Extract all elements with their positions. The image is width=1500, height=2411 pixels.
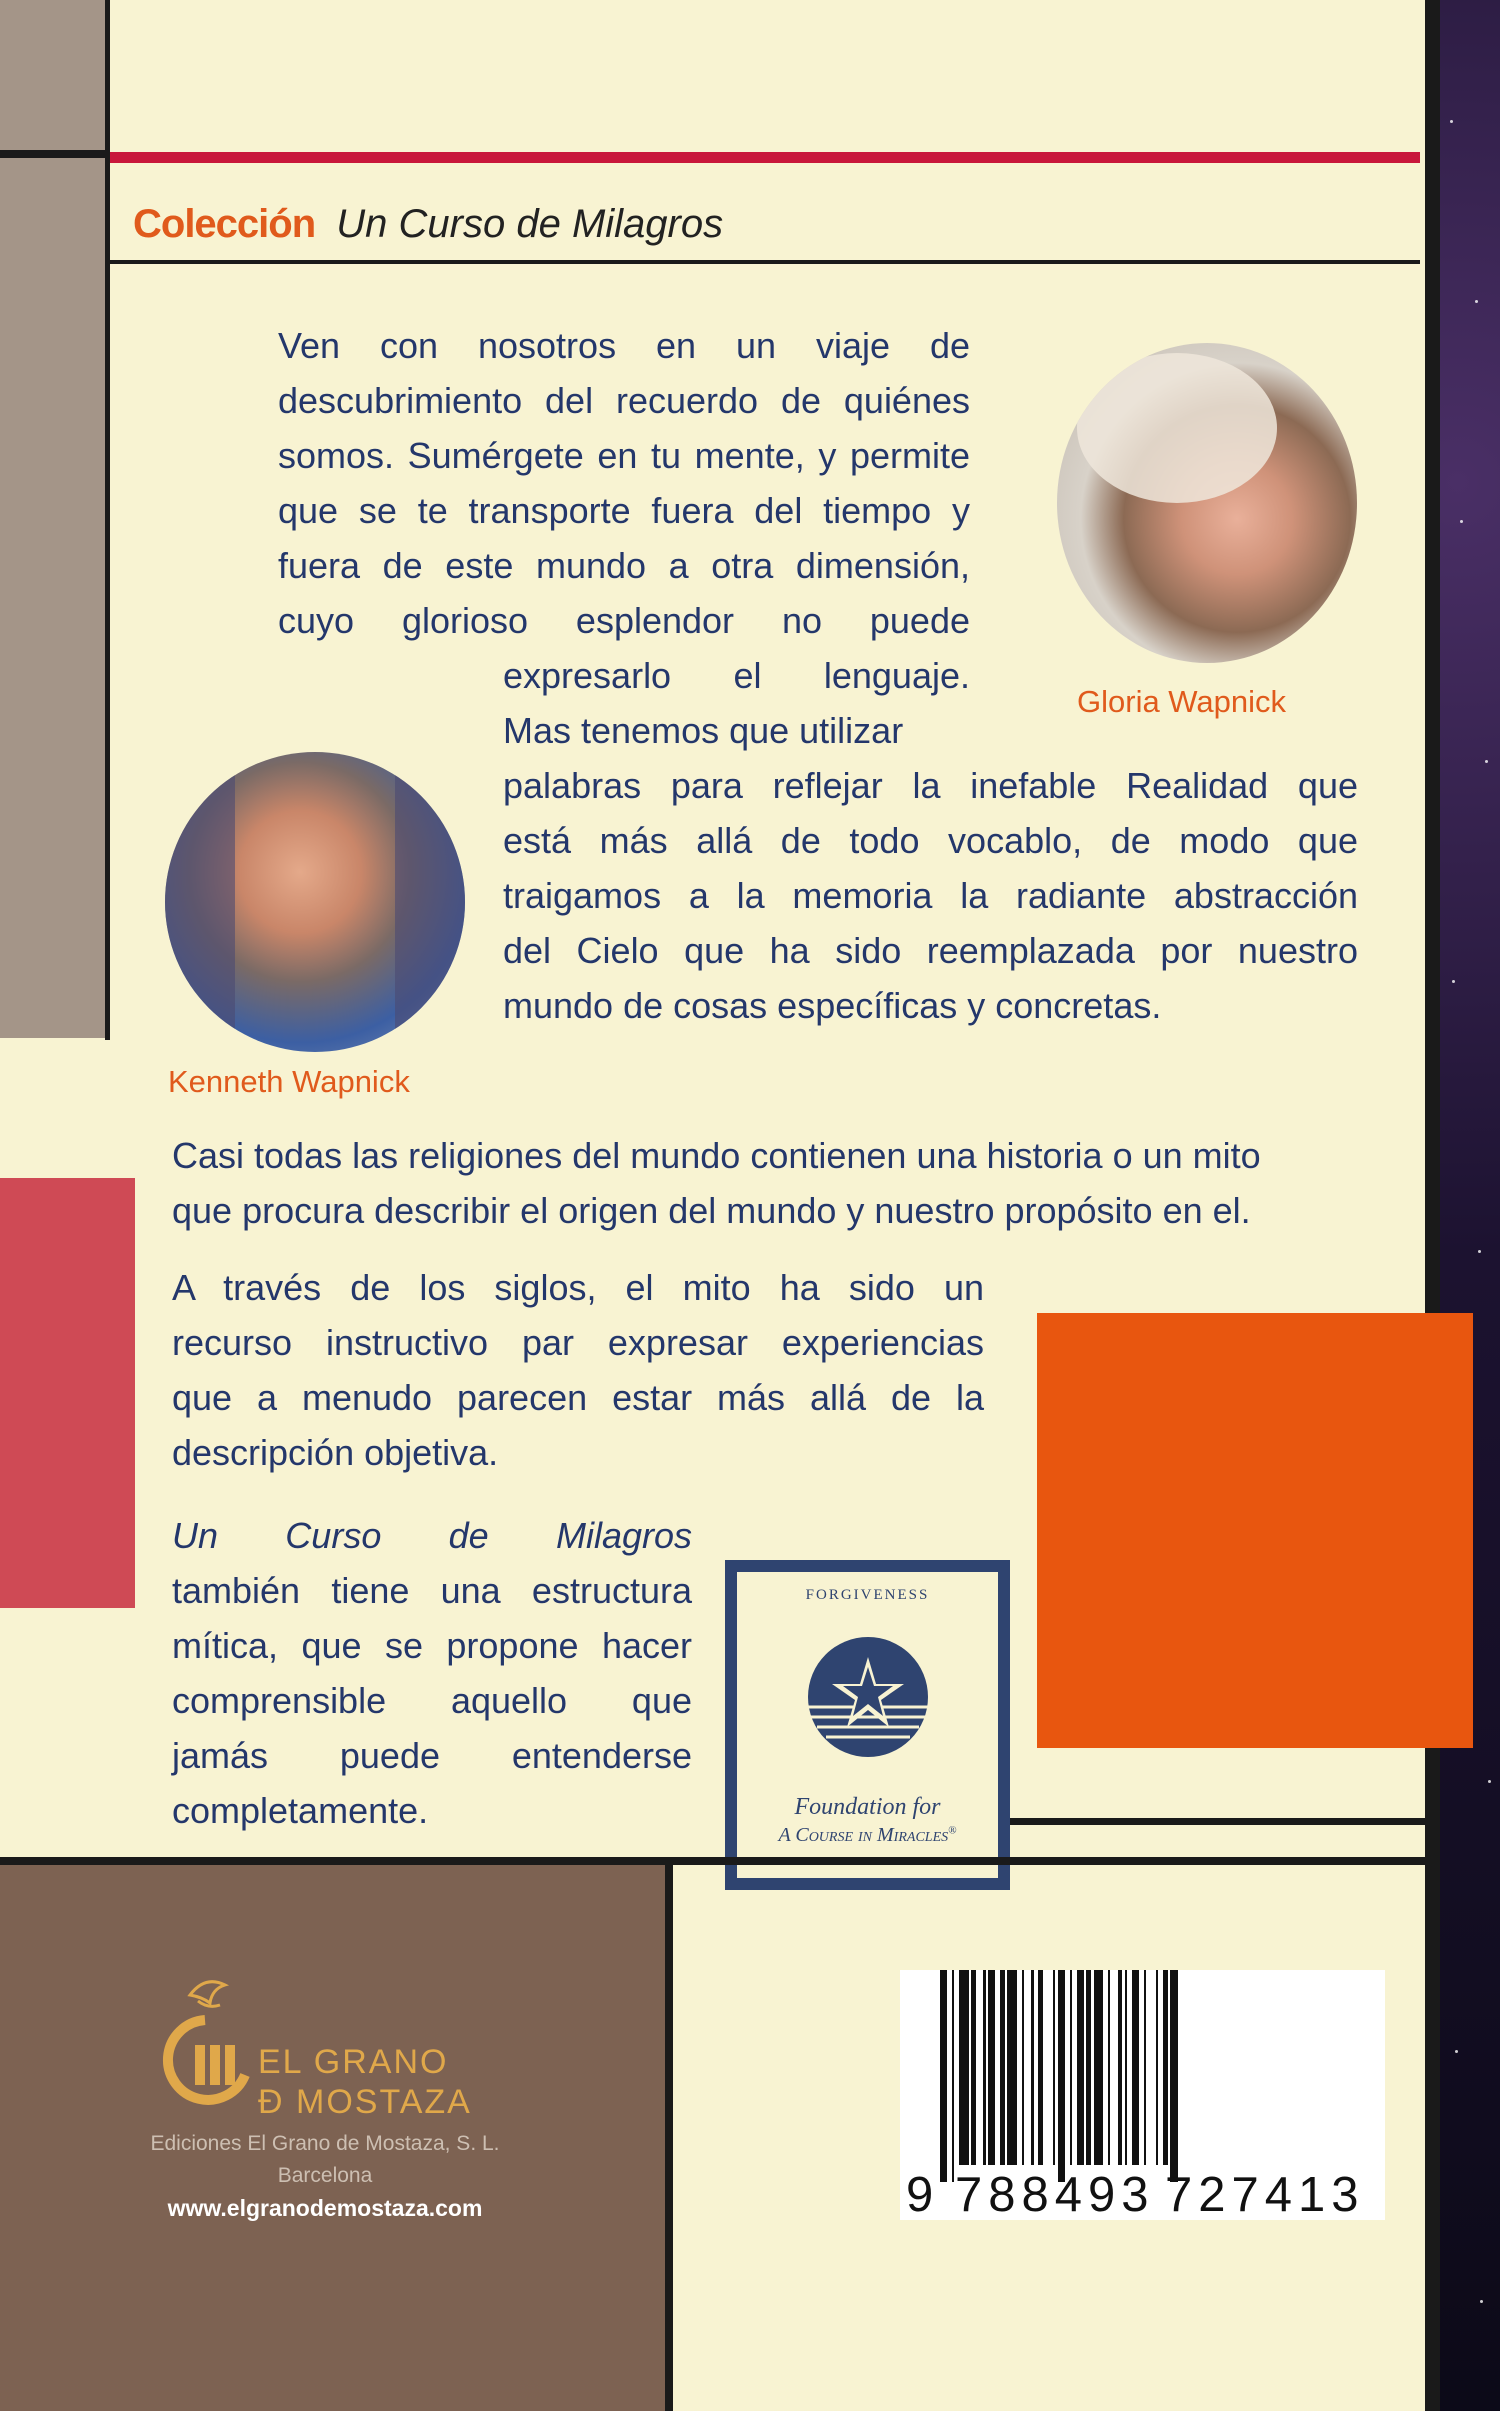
taupe-block-top xyxy=(0,0,105,150)
collection-label: Colección xyxy=(133,202,316,246)
publisher-right-line xyxy=(665,1865,673,2411)
intro-line-5: fuera de este mundo a otra dimensión, xyxy=(278,545,970,586)
gloria-caption: Gloria Wapnick xyxy=(1077,684,1287,719)
paragraph-myth xyxy=(172,1260,984,1480)
barcode-bar xyxy=(952,1970,954,2182)
barcode-bar xyxy=(959,1970,969,2165)
barcode-bar xyxy=(1058,1970,1065,2182)
intro-text-top xyxy=(278,318,970,648)
paragraph-course-line-6: completamente. xyxy=(172,1790,429,1831)
paragraph-religions xyxy=(172,1128,1360,1238)
barcode-bar xyxy=(1038,1970,1043,2165)
collection-title: Un Curso de Milagros xyxy=(336,202,724,246)
intro-line-9: palabras para reflejar la inefable Realidad que xyxy=(503,765,1358,806)
paragraph-myth-line-4: descripción objetiva. xyxy=(172,1432,499,1473)
foundation-line-2 xyxy=(737,1824,998,1847)
intro-line-3: somos. Sumérgete en tu mente, y permite xyxy=(278,435,970,476)
grano-de-mostaza-logo-icon xyxy=(150,1975,260,2115)
paragraph-course-line-5: jamás puede entenderse xyxy=(172,1735,692,1776)
intro-text-middle xyxy=(503,648,970,758)
header-underline xyxy=(110,260,1420,264)
foundation-line-1: Foundation for xyxy=(794,1794,941,1820)
barcode-first-digit: 9 xyxy=(906,2168,940,2222)
barcode-bar xyxy=(940,1970,947,2182)
barcode-bar xyxy=(1031,1970,1033,2165)
intro-text-bottom xyxy=(503,758,1358,1033)
barcode-bar xyxy=(1086,1970,1091,2165)
paragraph-course xyxy=(172,1508,692,1838)
barcode-bar xyxy=(1170,1970,1177,2182)
intro-line-8: Mas tenemos que utilizar xyxy=(503,710,904,751)
space-background xyxy=(1440,0,1500,2411)
barcode-bar xyxy=(1053,1970,1055,2165)
right-border-line xyxy=(1425,0,1440,2411)
intro-line-7: expresarlo el lenguaje. xyxy=(503,655,970,696)
intro-line-6: cuyo glorioso esplendor no puede xyxy=(278,600,970,641)
publisher-logo-text xyxy=(258,2042,472,2122)
paragraph-myth-line-2: recurso instructivo par expresar experiencias xyxy=(172,1322,984,1363)
logo-line-1: EL GRANO xyxy=(258,2043,449,2081)
lower-divider xyxy=(0,1857,1425,1865)
barcode-bar xyxy=(1144,1970,1146,2165)
barcode-bar xyxy=(1163,1970,1168,2165)
intro-line-12: del Cielo que ha sido reemplazada por nuestro xyxy=(503,930,1358,971)
paragraph-course-line-4: comprensible aquello que xyxy=(172,1680,692,1721)
barcode-bar xyxy=(1156,1970,1158,2165)
barcode-area xyxy=(900,1970,1385,2220)
publisher-name: Ediciones El Grano de Mostaza, S. L. xyxy=(150,2132,500,2155)
barcode-bar xyxy=(971,1970,976,2165)
orange-underline xyxy=(1010,1818,1425,1825)
paragraph-course-line-3: mítica, que se propone hacer xyxy=(172,1625,692,1666)
intro-line-1: Ven con nosotros en un viaje de xyxy=(278,325,970,366)
barcode-group-2: 727413 xyxy=(1165,2168,1365,2222)
barcode-bar xyxy=(1022,1970,1024,2165)
forgiveness-seal-icon xyxy=(793,1622,943,1762)
intro-line-13: mundo de cosas específicas y concretas. xyxy=(503,985,1162,1026)
publisher-website[interactable]: www.elgranodemostaza.com xyxy=(167,2195,483,2221)
barcode-bars xyxy=(940,1970,1380,2170)
kenneth-wapnick-photo xyxy=(165,752,465,1052)
barcode-bar xyxy=(1125,1970,1127,2165)
seal-text: FORGIVENESS xyxy=(805,1587,930,1603)
kenneth-caption: Kenneth Wapnick xyxy=(168,1064,410,1099)
foundation-box-inner xyxy=(737,1572,998,1878)
barcode-bar xyxy=(983,1970,985,2165)
logo-line-2: Đ MOSTAZA xyxy=(258,2083,472,2121)
foundation-name: A Course in Miracles xyxy=(778,1824,949,1846)
paragraph-course-title: Un Curso de Milagros xyxy=(172,1515,692,1556)
registered-mark: ® xyxy=(948,1824,957,1837)
left-divider-1 xyxy=(0,150,108,158)
gloria-wapnick-photo xyxy=(1057,343,1357,663)
barcode-bar xyxy=(1132,1970,1139,2165)
barcode-bar xyxy=(1118,1970,1123,2165)
paragraph-course-line-2: también tiene una estructura xyxy=(172,1570,692,1611)
barcode-bar xyxy=(1077,1970,1084,2165)
barcode-bar xyxy=(1000,1970,1005,2165)
barcode-bar xyxy=(1007,1970,1017,2165)
coral-block xyxy=(0,1178,135,1608)
barcode-group-1: 788493 xyxy=(955,2168,1155,2222)
paragraph-myth-line-3: que a menudo parecen estar más allá de la xyxy=(172,1377,984,1418)
barcode-bar xyxy=(1070,1970,1072,2165)
barcode-bar xyxy=(1094,1970,1104,2165)
taupe-block-middle xyxy=(0,158,105,1038)
publisher-info xyxy=(140,2128,510,2224)
intro-line-11: traigamos a la memoria la radiante abstracción xyxy=(503,875,1358,916)
paragraph-religions-line-2: que procura describir el origen del mundo y nuestro propósito en el. xyxy=(172,1190,1251,1231)
barcode-bar xyxy=(1108,1970,1110,2165)
barcode-bar xyxy=(988,1970,995,2165)
paragraph-religions-line-1: Casi todas las religiones del mundo contienen una historia o un mito xyxy=(172,1135,1261,1176)
intro-line-4: que se te transporte fuera del tiempo y xyxy=(278,490,970,531)
foundation-box xyxy=(725,1560,1010,1890)
collection-header xyxy=(133,196,723,252)
publisher-city: Barcelona xyxy=(277,2164,373,2187)
paragraph-myth-line-1: A través de los siglos, el mito ha sido un xyxy=(172,1267,984,1308)
orange-block xyxy=(1037,1313,1473,1748)
intro-line-10: está más allá de todo vocablo, de modo que xyxy=(503,820,1358,861)
red-rule xyxy=(110,152,1420,163)
intro-line-2: descubrimiento del recuerdo de quiénes xyxy=(278,380,970,421)
